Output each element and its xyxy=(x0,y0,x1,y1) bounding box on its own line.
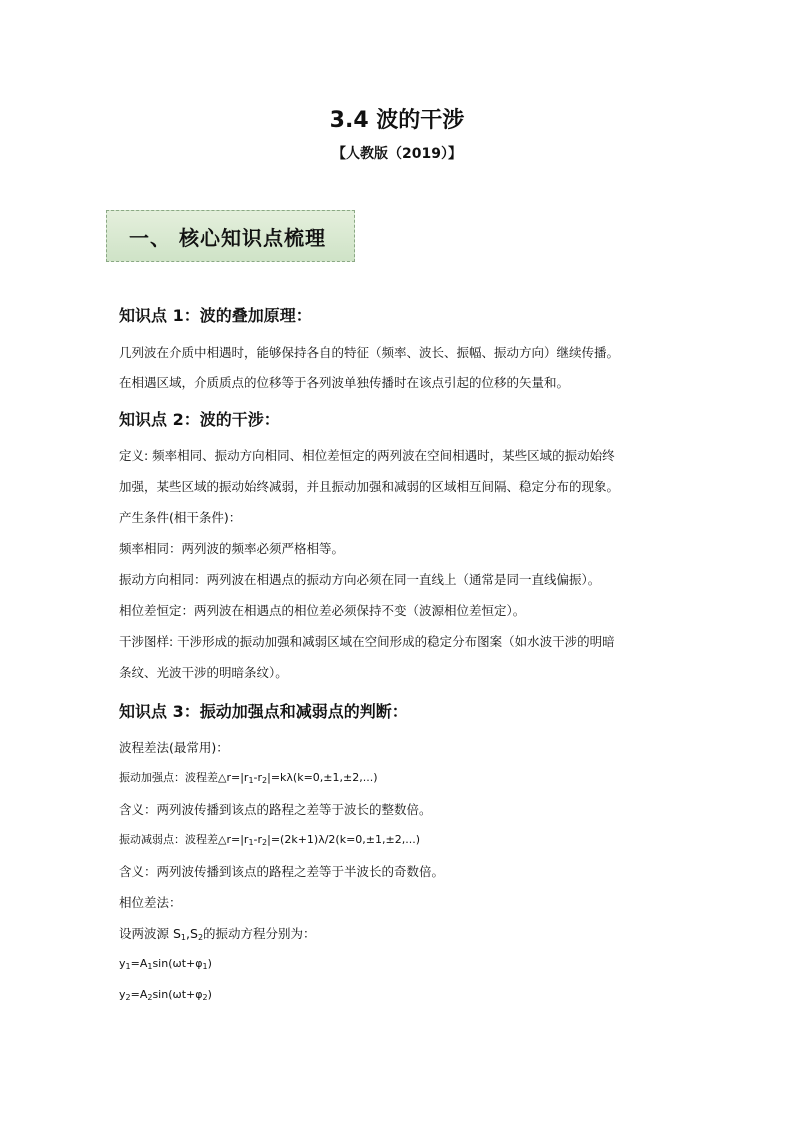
kp3-heading: 知识点 3：振动加强点和减弱点的判断： xyxy=(119,702,408,721)
document-title: 3.4 波的干涉 xyxy=(329,108,465,133)
section-header xyxy=(106,210,355,262)
kp2-line: 条纹、光波干涉的明暗条纹）。 xyxy=(119,665,288,680)
kp3-weak-meaning: 含义：两列波传播到该点的路程之差等于半波长的奇数倍。 xyxy=(119,864,445,879)
kp2-line: 相位差恒定：两列波在相遇点的相位差必须保持不变（波源相位差恒定）。 xyxy=(119,603,526,618)
kp3-equation-y1: $y_1=A_1\sin(\omega t+\varphi_1)$ xyxy=(119,957,212,971)
kp2-line: 产生条件(相干条件)： xyxy=(119,510,242,525)
kp3-method-phase-difference: 相位差法： xyxy=(119,895,182,910)
kp3-strong-meaning: 含义：两列波传播到该点的路程之差等于波长的整数倍。 xyxy=(119,802,432,817)
kp3-weak-point-formula: 振动减弱点：波程差$\triangle r=|r_1-r_2|=(2k+1)\lambda/2(k=0,\pm 1,\pm 2,...)$ xyxy=(119,833,421,847)
kp2-line: 频率相同：两列波的频率必须严格相等。 xyxy=(119,541,345,556)
kp1-line: 在相遇区域，介质质点的位移等于各列波单独传播时在该点引起的位移的矢量和。 xyxy=(119,375,570,390)
kp1-heading: 知识点 1：波的叠加原理： xyxy=(119,306,312,325)
kp2-line: 干涉图样: 干涉形成的振动加强和减弱区域在空间形成的稳定分布图案（如水波干涉的明暗 xyxy=(119,634,615,649)
kp2-heading: 知识点 2：波的干涉： xyxy=(119,410,280,429)
kp2-line: 定义: 频率相同、振动方向相同、相位差恒定的两列波在空间相遇时，某些区域的振动始终 xyxy=(119,448,615,463)
document-subtitle: 【人教版（2019）】 xyxy=(332,146,462,162)
section-header-label: 一、 核心知识点梳理 xyxy=(129,225,326,250)
kp2-line: 加强，某些区域的振动始终减弱，并且振动加强和减弱的区域相互间隔、稳定分布的现象。 xyxy=(119,479,620,494)
kp3-method-path-difference: 波程差法(最常用)： xyxy=(119,740,229,755)
kp3-strong-point-formula: 振动加强点：波程差$\triangle r=|r_1-r_2|=k\lambda(k=0,\pm 1,\pm 2,...)$ xyxy=(119,771,378,785)
kp3-sources-intro: 设两波源 $S_1,S_2$的振动方程分别为： xyxy=(119,926,316,942)
kp3-equation-y2: $y_2=A_2\sin(\omega t+\varphi_2)$ xyxy=(119,988,212,1002)
kp2-line: 振动方向相同：两列波在相遇点的振动方向必须在同一直线上（通常是同一直线偏振）。 xyxy=(119,572,601,587)
kp1-line: 几列波在介质中相遇时，能够保持各自的特征（频率、波长、振幅、振动方向）继续传播。 xyxy=(119,345,620,360)
